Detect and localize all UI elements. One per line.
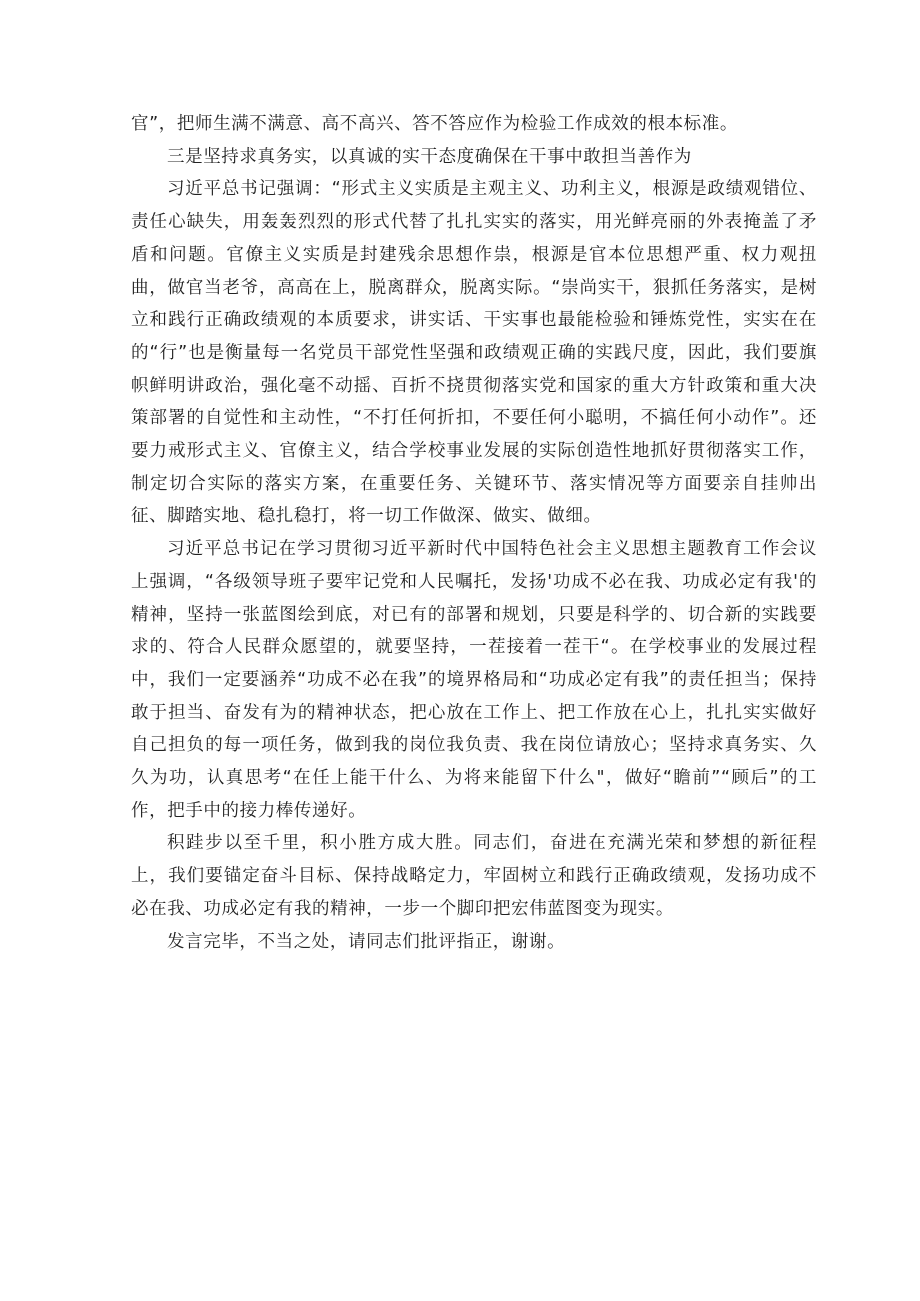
paragraph-closing: 发言完毕，不当之处，请同志们批评指正，谢谢。 [167, 931, 566, 952]
paragraph-body: 习近平总书记在学习贯彻习近平新时代中国特色社会主义思想主题教育工作会议上强调，“各级领导班子要牢记党和人民嘱托，发扬'功成不必在我、功成必定有我'的精神，坚持一张蓝图绘到底，对已有的部署和规划，只要是科学的、切合新的实践要求的、符合人民群众愿望的，就要坚持，一茬接着一茬干“。在学校事业的发展过程中，我们一定要涵养“功成不必在我”的境界格局和“功成必定有我”的责任担当；保持敢于担当、奋发有为的精神状态，把心放在工作上、把工作放在心上，扎扎实实做好自己担负的每一项任务，做到我的岗位我负责、我在岗位请放心；坚持求真务实、久久为功，认真思考“在任上能干什么、为将来能留下什么"，做好“瞻前”“顾后”的工作，把手中的接力棒传递好。 [131, 539, 817, 821]
paragraph-body: 习近平总书记强调：“形式主义实质是主观主义、功利主义，根源是政绩观错位、责任心缺失，用轰轰烈烈的形式代替了扎扎实实的落实，用光鲜亮丽的外表掩盖了矛盾和问题。官僚主义实质是封建残余思想作祟，根源是官本位思想严重、权力观扭曲，做官当老爷，高高在上，脱离群众，脱离实际。“崇尚实干，狠抓任务落实，是树立和践行正确政绩观的本质要求，讲实话、干实事也最能检验和锤炼党性，实实在在的“行”也是衡量每一名党员干部党性坚强和政绩观正确的实践尺度，因此，我们要旗帜鲜明讲政治，强化毫不动摇、百折不挠贯彻落实党和国家的重大方针政策和重大决策部署的自觉性和主动性，“不打任何折扣，不要任何小聪明，不搞任何小动作”。还要力戒形式主义、官僚主义，结合学校事业发展的实际创造性地抓好贯彻落实工作，制定切合实际的落实方案，在重要任务、关键环节、落实情况等方面要亲自挂帅出征、脚踏实地、稳扎稳打，将一切工作做深、做实、做细。 [131, 179, 817, 527]
paragraph-conclusion: 积跬步以至千里，积小胜方成大胜。同志们，奋进在充满光荣和梦想的新征程上，我们要锚定奋斗目标、保持战略定力，牢固树立和践行正确政绩观，发扬功成不必在我、功成必定有我的精神，一步一个脚印把宏伟蓝图变为现实。 [131, 833, 817, 919]
section-heading: 三是坚持求真务实，以真诚的实干态度确保在干事中敢担当善作为 [167, 146, 692, 167]
paragraph-continuation: 官”，把师生满不满意、高不高兴、答不答应作为检验工作成效的根本标准。 [131, 114, 738, 134]
document-body [131, 108, 817, 958]
